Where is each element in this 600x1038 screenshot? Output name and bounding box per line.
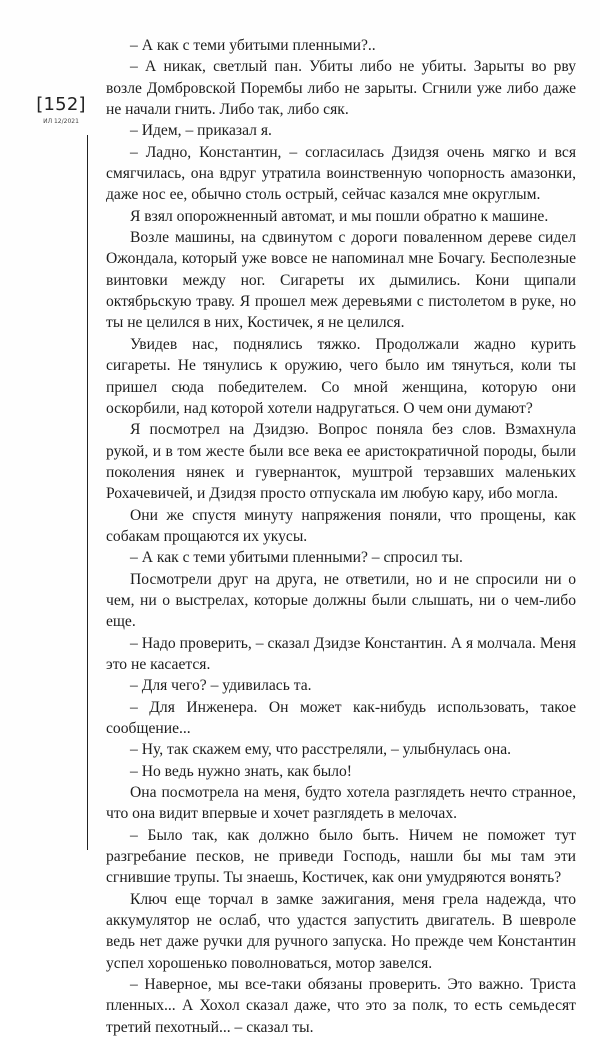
paragraph: Я посмотрел на Дзидзю. Вопрос поняла без слов. Взмахнула рукой, и в том жесте были все века ее аристократичной породы, были поколения нянек и гувернанток, муштрой терзавших маленьких Рохачевичей, и Дзидзя просто отпускала им любую кару, ибо могла.: [106, 421, 576, 503]
paragraph: – А как с теми убитыми пленными? – спросил ты.: [130, 549, 463, 567]
paragraph: – Ну, так скажем ему, что расстреляли, – улыбнулась она.: [130, 741, 512, 759]
paragraph: – Для чего? – удивилась та.: [130, 677, 312, 695]
margin-rule: [87, 135, 88, 850]
paragraph: Возле машины, на сдвинутом с дороги поваленном дереве сидел Ожондала, который уже вовсе не напоминал мне Бочагу. Бесполезные винтовки между ног. Сигареты их дымились. Кони щипали октябрьскую траву. Я прошел меж деревьями с пистолетом в руке, но ты не целился в них, Костичек, я не целился.: [106, 229, 576, 332]
paragraph: – А как с теми убитыми пленными?..: [130, 37, 376, 54]
paragraph: Я взял опорожненный автомат, и мы пошли обратно к машине.: [130, 207, 549, 225]
paragraph: Посмотрели друг на друга, не ответили, но и не спросили ни о чем, ни о выстрелах, которые должны были слышать, ни о чем-либо еще.: [106, 570, 576, 631]
paragraph: – Наверное, мы все-таки обязаны проверить. Это важно. Триста пленных... А Хохол сказал даже, что это за полк, то есть семьдесят третий пехотный... – сказал ты.: [106, 976, 576, 1036]
body-text: [106, 35, 576, 1038]
paragraph: – Для Инженера. Он может как-нибудь использовать, такое сообщение...: [106, 698, 576, 737]
paragraph: – Ладно, Константин, – согласилась Дзидзя очень мягко и вся смягчилась, она вдруг утратила воинственную чопорность амазонки, даже нос ее, обычно столь острый, сейчас казался мне округлым.: [106, 143, 576, 204]
paragraph: Они же спустя минуту напряжения поняли, что прощены, как собакам прощаются их укусы.: [106, 506, 576, 545]
paragraph: – Было так, как должно было быть. Ничем не поможет тут разгребание песков, не приведи Господь, нашли бы мы там эти сгнившие трупы. Ты знаешь, Костичек, как они умудряются вонять?: [106, 826, 576, 887]
page-margin: [30, 94, 92, 126]
paragraph: – Идем, – приказал я.: [130, 122, 272, 140]
paragraph: Ключ еще торчал в замке зажигания, меня грела надежда, что аккумулятор не ослаб, что удастся запустить двигатель. В шевроле ведь нет даже ручки для ручного запуска. Но прежде чем Константин успел хорошенько поволноваться, мотор завелся.: [106, 890, 576, 972]
paragraph: Она посмотрела на меня, будто хотела разглядеть нечто странное, что она видит впервые и хочет разглядеть в мелочах.: [106, 784, 576, 823]
paragraph: Увидев нас, поднялись тяжко. Продолжали жадно курить сигареты. Не тянулись к оружию, чего было им тянуться, коли ты пришел сюда победителем. Со мной женщина, которую они оскорбили, над которой хотели надругаться. О чем они думают?: [106, 335, 576, 417]
journal-issue: ИЛ 12/2021: [43, 118, 79, 125]
page-number: [152]: [36, 94, 86, 115]
paragraph: – А никак, светлый пан. Убиты либо не убиты. Зарыты во рву возле Домбровской Порембы либо не зарыты. Сгнили уже либо даже не начали гнить. Либо так, либо сяк.: [106, 58, 576, 119]
paragraph: – Надо проверить, – сказал Дзидзе Константин. А я молчала. Меня это не касается.: [106, 634, 576, 673]
paragraph: – Но ведь нужно знать, как было!: [130, 762, 352, 780]
